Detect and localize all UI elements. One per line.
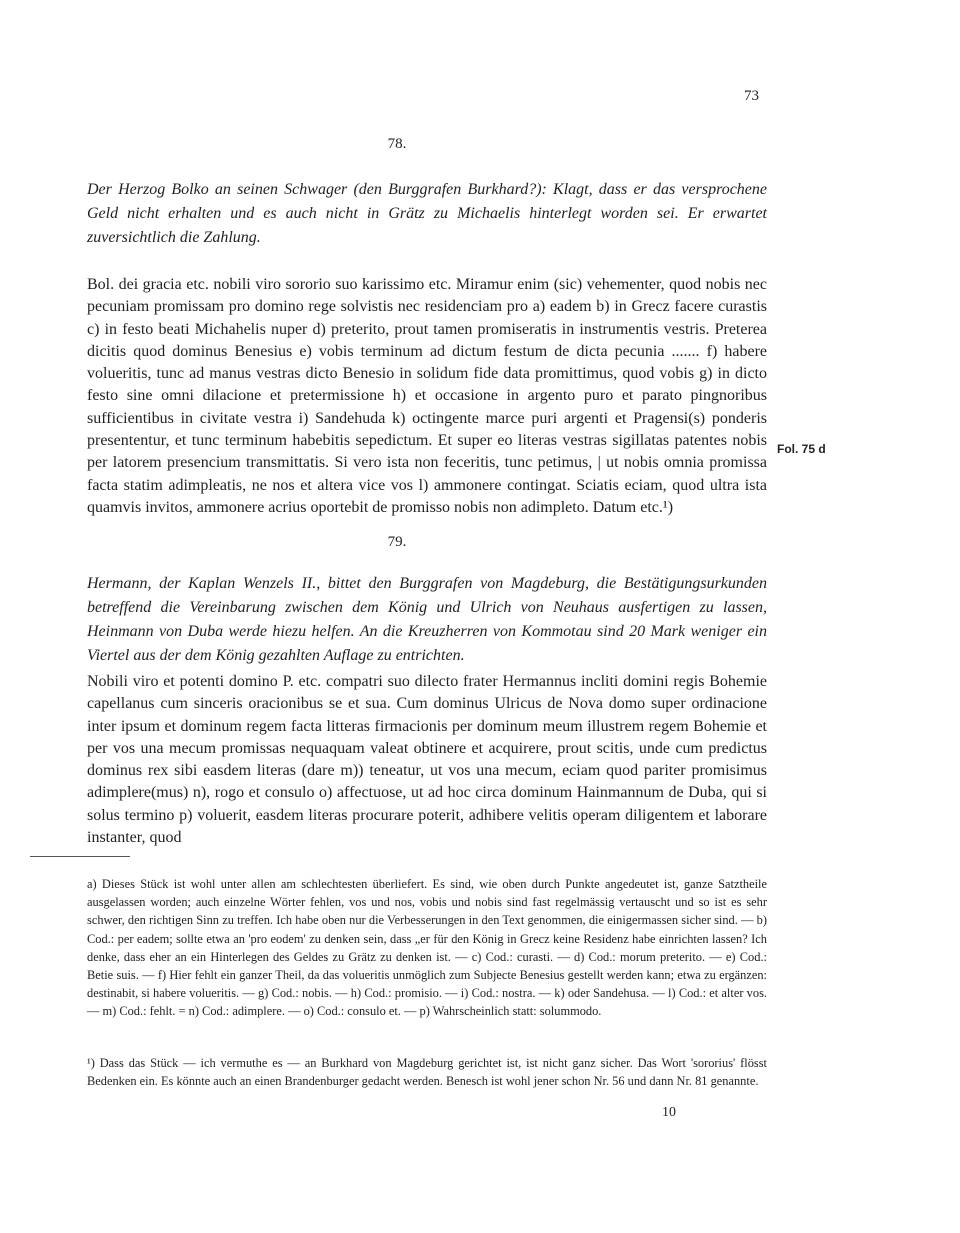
section-79-summary: Hermann, der Kaplan Wenzels II., bittet den Burggrafen von Magdeburg, die Bestätigungsurkunden betreffend die Vereinbarung zwischen dem König und Ulrich von Neuhaus ausfertigen zu lassen, Heinmann von Duba werde hiezu helfen. An die Kreuzherren von Kommotau sind 20 Mark weniger ein Viertel aus der dem König gezahlten Auflage zu entrichten.: [87, 575, 767, 664]
section-78-number: 78.: [387, 136, 407, 152]
page-number: 73: [744, 88, 759, 104]
section-78-body: Bol. dei gracia etc. nobili viro sororio suo karissimo etc. Miramur enim (sic) vehementer, quod nobis nec pecuniam promissam pro domino rege solvistis nec residenciam pro a) eadem b) in Grecz facere curastis c) in festo beati Michahelis nuper d) preterito, prout tamen promiseratis in instrumentis vestris. Preterea dicitis quod dominus Benesius e) vobis terminum ad dictum festum de dicta pecunia ....... f) habere volueritis, tunc ad manus vestras dicto Benesio in solidum fide data promittimus, quod vobis g) in dicto festo sine omni dilacione et pretermissione h) et occasione in argento puro et parato pingnoribus sufficientibus in civitate vestra i) Sandehuda k) octingente marce puri argenti et Pragensi(s) ponderis presententur, et tunc terminum habebitis sepedictum. Et super eo literas vestras sigillatas patentes nobis per latorem presencium transmittatis. Si vero ista non feceritis, tunc petimus, | ut nobis omnia promissa facta statim adimpleatis, ne nos et altera vice vos l) ammonere contingat. Sciatis eciam, quod ultra ista quamvis invitos, ammonere acrius oportebit de promisso nobis non adimpleto. Datum etc.¹): [87, 276, 767, 516]
footnote-rule: [30, 856, 130, 857]
footnote-1: ¹) Dass das Stück — ich vermuthe es — an Burkhard von Magdeburg gerichtet ist, ist nicht ganz sicher. Das Wort 'sororius' flösst Bedenken ein. Es könnte auch an einen Brandenburger gedacht werden. Benesch ist wohl jener schon Nr. 56 und dann Nr. 81 genannte.: [87, 1056, 767, 1089]
section-78-summary: Der Herzog Bolko an seinen Schwager (den Burggrafen Burkhard?): Klagt, dass er das versprochene Geld nicht erhalten und es auch nicht in Grätz zu Michaelis hinterlegt worden sei. Er erwartet zuversichtlich die Zahlung.: [87, 181, 767, 246]
margin-note-folio: Fol. 75 d: [777, 442, 826, 456]
section-79-number: 79.: [387, 534, 407, 550]
section-79-body: Nobili viro et potenti domino P. etc. compatri suo dilecto frater Hermannus incliti domini regis Bohemie capellanus cum sinceris oracionibus se et sua. Cum dominus Ulricus de Nova domo super ordinacione inter ipsum et dominum regem facta litteras firmacionis per dominum meum illustrem regem Bohemie et per vos una mecum promissas nequaquam valeat obtinere et acquirere, prout scitis, unde cum predictus dominus rex sibi easdem literas (dare m)) teneatur, ut vos una mecum, eciam quod pariter promisimus adimplere(mus) n), rogo et consulo o) affectuose, ut ad hoc circa dominum Hainmannum de Duba, qui si solus termino p) voluerit, easdem literas procurare poterit, adhibere velitis operam diligentem et laborare instanter, quod: [87, 673, 767, 847]
footnote-variants: a) Dieses Stück ist wohl unter allen am schlechtesten überliefert. Es sind, wie oben durch Punkte angedeutet ist, ganze Satztheile ausgelassen worden; auch einzelne Wörter fehlen, vos und nos, vobis und nobis sind fast regelmässig vertauscht und so ist es sehr schwer, den richtigen Sinn zu treffen. Ich habe oben nur die Verbesserungen in den Text genommen, die einigermassen sicher sind. — b) Cod.: per eadem; sollte etwa an 'pro eodem' zu denken sein, dass „er für den König in Grecz keine Residenz habe einrichten lassen? Ich denke, dass eher an ein Hinterlegen des Geldes zu Grätz zu denken ist. — c) Cod.: curasti. — d) Cod.: morum preterito. — e) Cod.: Betie suis. — f) Hier fehlt ein ganzer Theil, da das volueritis unmöglich zum Subjecte Benesius gestellt werden kann; etwa zu ergänzen: destinabit, si habere volueritis. — g) Cod.: nobis. — h) Cod.: promisio. — i) Cod.: nostra. — k) oder Sandehusa. — l) Cod.: et alter vos. — m) Cod.: fehlt. = n) Cod.: adimplere. — o) Cod.: consulo et. — p) Wahrscheinlich statt: solummodo.: [87, 877, 767, 1019]
signature-mark: 10: [662, 1105, 676, 1120]
